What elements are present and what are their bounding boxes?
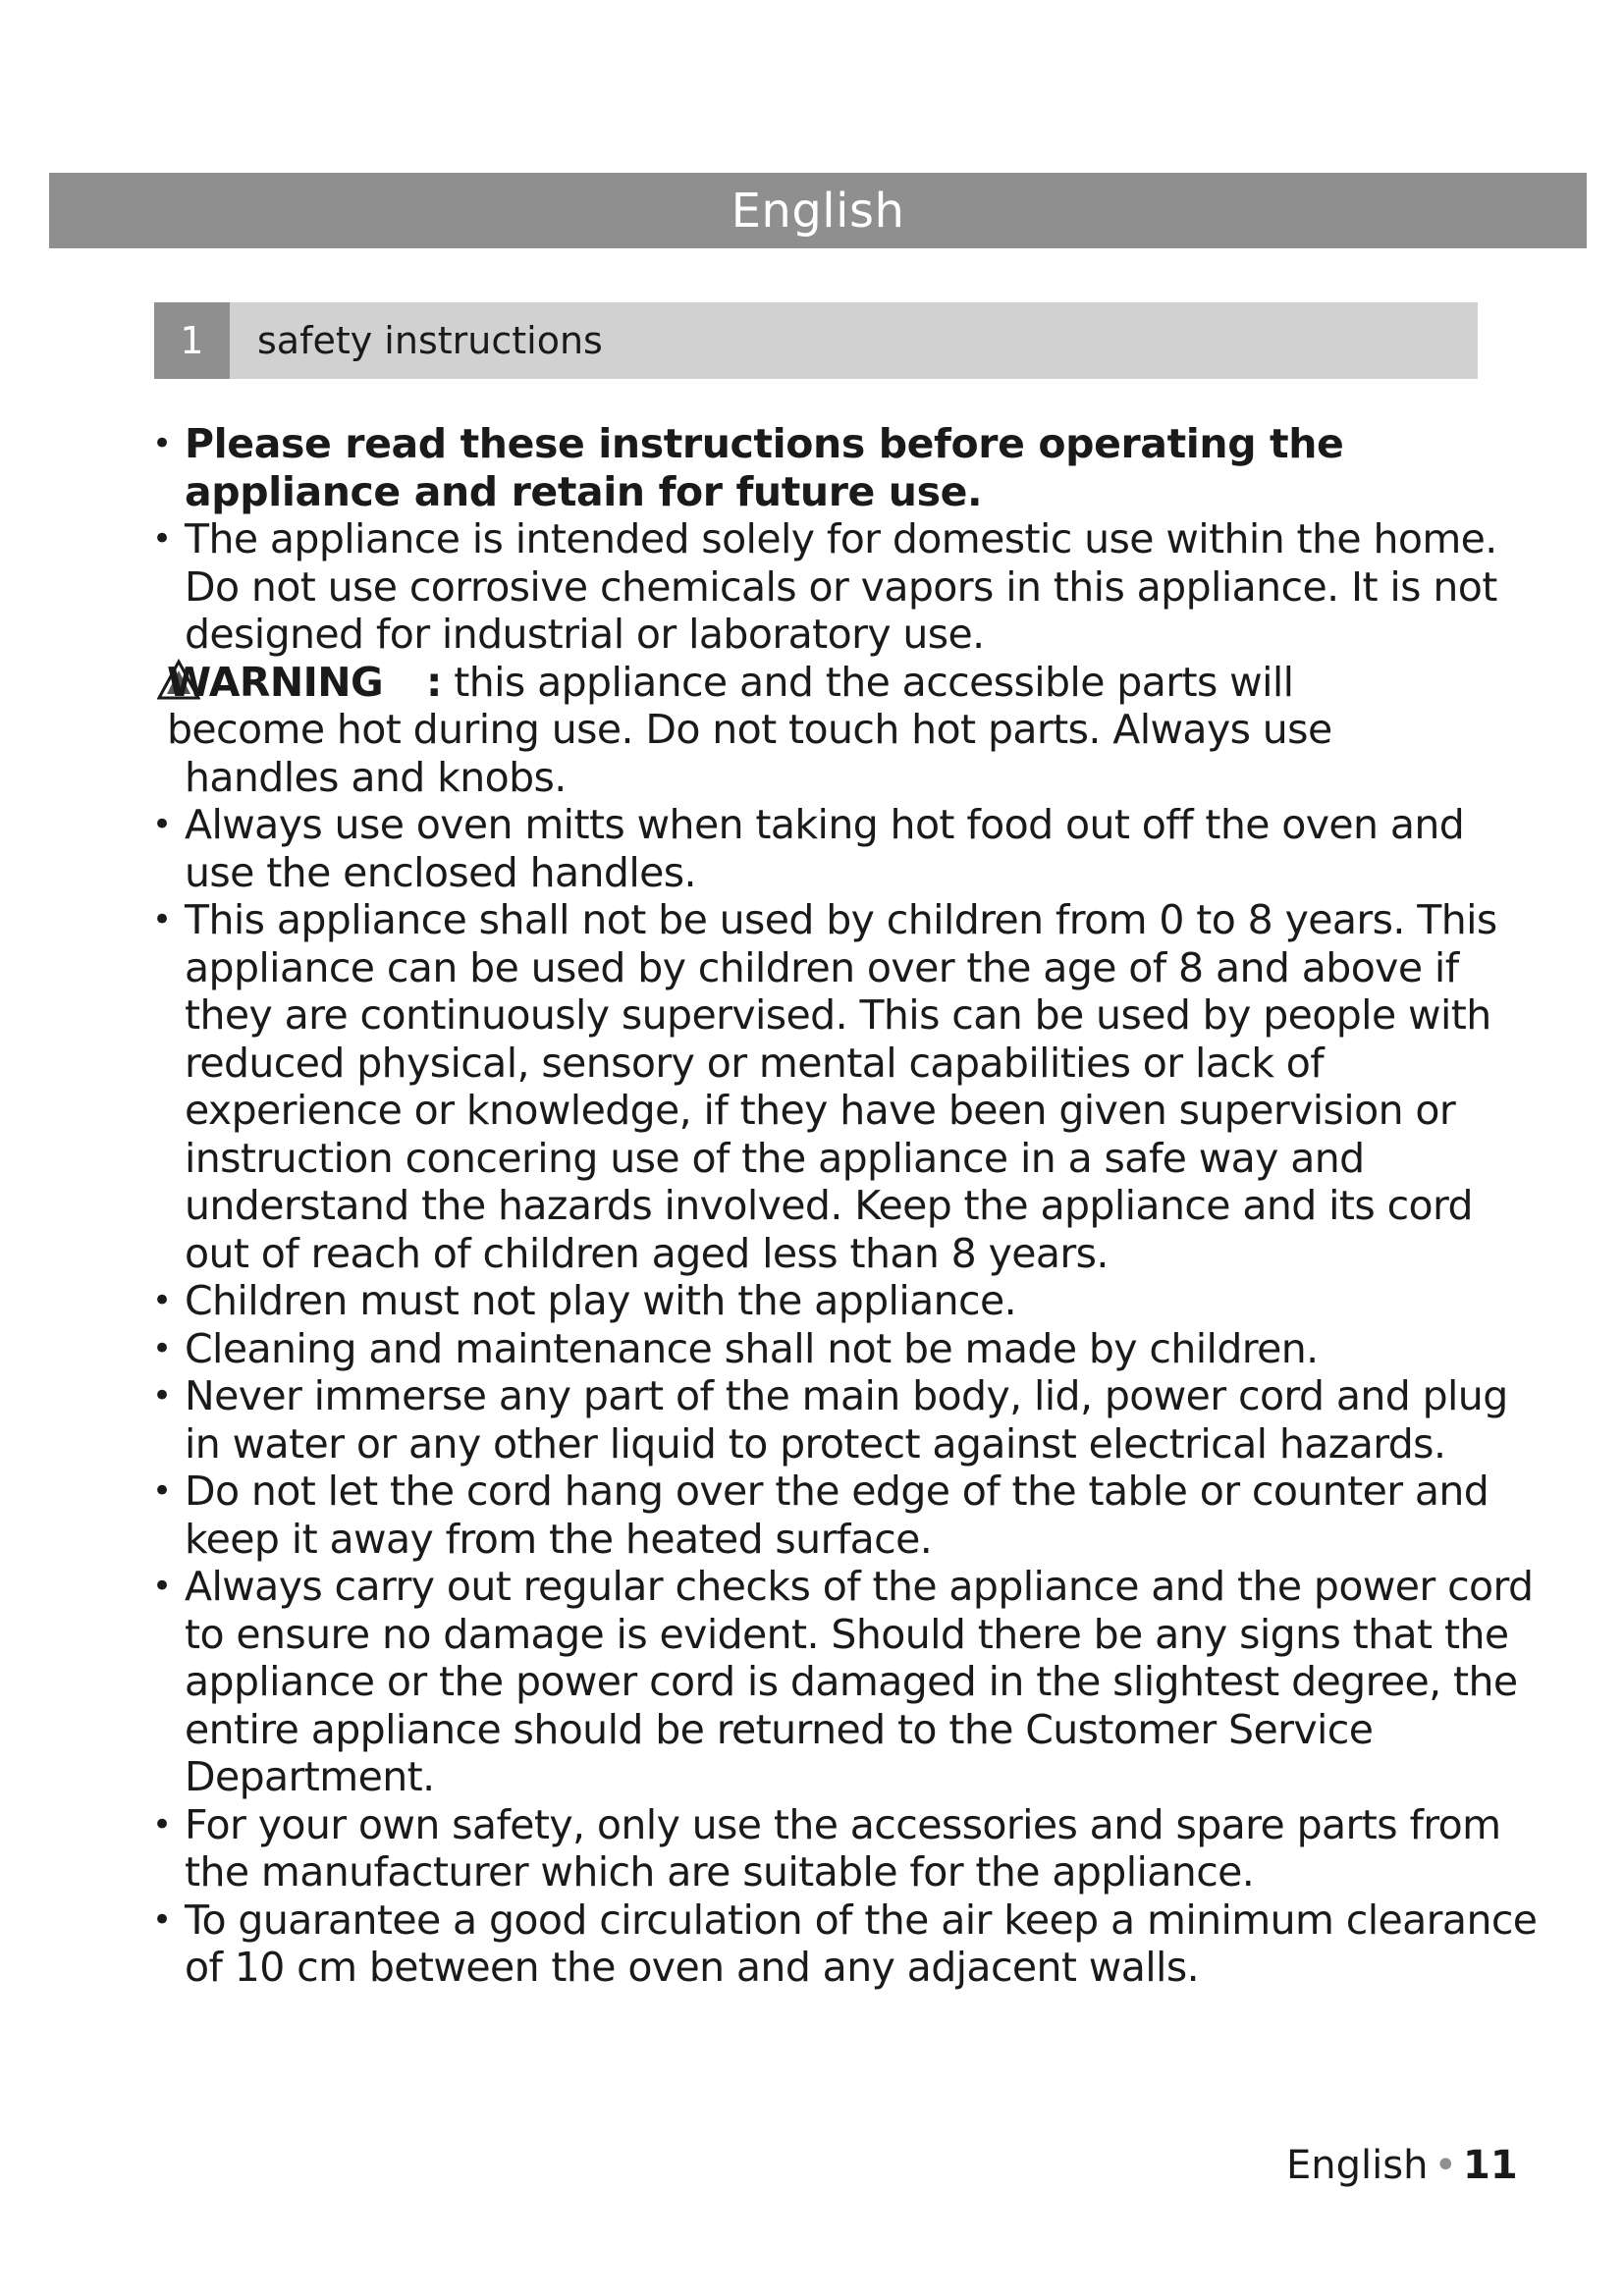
list-item-text: Always carry out regular checks of the appliance and the power cord to ensure no damage is evident. Should there be any signs that the appliance or the power cord is damaged in the slightest degree, the entire appliance should be returned to the Customer Service Department. — [185, 1563, 1534, 1800]
bullet: • — [152, 1899, 172, 1940]
list-item — [0, 1325, 1540, 1373]
warning-block — [0, 659, 1355, 802]
list-item-text: To guarantee a good circulation of the air keep a minimum clearance of 10 cm between the oven and any adjacent walls. — [185, 1896, 1538, 1991]
list-item — [0, 420, 1540, 515]
section-header — [154, 302, 1478, 379]
bullet: • — [152, 1567, 172, 1606]
list-item — [0, 896, 1540, 1277]
list-item — [0, 801, 1540, 896]
bullet: • — [152, 1471, 172, 1511]
list-item — [0, 1277, 1540, 1325]
list-item-text: For your own safety, only use the accessories and spare parts from the manufacturer which are suitable for the appliance. — [185, 1800, 1501, 1896]
warning-text-line3: handles and knobs. — [185, 753, 567, 801]
bullet: • — [152, 1376, 172, 1415]
warning-label: WARNING — [167, 658, 384, 706]
language-banner — [49, 173, 1587, 248]
list-item — [0, 1372, 1540, 1468]
list-item-text: Please read these instructions before operating the appliance and retain for future use. — [185, 420, 1344, 515]
list-item-text: Always use oven mitts when taking hot food out off the oven and use the enclosed handles. — [185, 801, 1465, 896]
footer-language: English — [1286, 2143, 1429, 2188]
warning-first-line — [0, 659, 1355, 707]
list-item-text: Cleaning and maintenance shall not be made by children. — [185, 1324, 1319, 1372]
section-number: 1 — [154, 302, 230, 379]
list-item — [0, 1896, 1540, 1992]
list-item — [0, 515, 1540, 659]
list-item-text: This appliance shall not be used by children from 0 to 8 years. This appliance can be used by children over the age of 8 and above if they are continuously supervised. This can be used by people with reduced physical, sensory or mental capabilities or lack of experience or knowledge, if they have been given supervision or instruction concering use of the appliance in a safe way and understand the hazards involved. Keep the appliance and its cord out of reach of children aged less than 8 years. — [185, 896, 1497, 1277]
bullet: • — [152, 519, 172, 559]
bullet: • — [152, 424, 172, 463]
bullet: • — [152, 805, 172, 844]
list-item-text: The appliance is intended solely for domestic use within the home. Do not use corrosive chemicals or vapors in this appliance. It is not designed for industrial or laboratory use. — [185, 515, 1497, 658]
list-item — [0, 1801, 1540, 1896]
list-item-text: Do not let the cord hang over the edge of the table or counter and keep it away from the heated surface. — [185, 1468, 1489, 1563]
warning-text-line1: this appliance and the accessible parts will — [454, 658, 1294, 706]
bullet: • — [152, 900, 172, 939]
bullet: • — [152, 1281, 172, 1320]
warning-text-line2: become hot during use. Do not touch hot parts. Always use — [167, 706, 1332, 753]
page-number: 11 — [1463, 2143, 1518, 2188]
list-item — [0, 1563, 1540, 1801]
warning-colon: : — [426, 658, 442, 706]
bullet: • — [152, 1804, 172, 1844]
section-title: safety instructions — [257, 319, 603, 362]
language-banner-label: English — [731, 183, 905, 239]
list-item-text: Never immerse any part of the main body, lid, power cord and plug in water or any other liquid to protect against electrical hazards. — [185, 1372, 1508, 1468]
page-footer — [1286, 2143, 1518, 2188]
bullet: • — [152, 1328, 172, 1368]
list-item-text: Children must not play with the appliance. — [185, 1277, 1017, 1324]
list-item — [0, 1468, 1540, 1563]
footer-separator: • — [1434, 2143, 1458, 2188]
safety-instructions-list — [0, 420, 1624, 1992]
